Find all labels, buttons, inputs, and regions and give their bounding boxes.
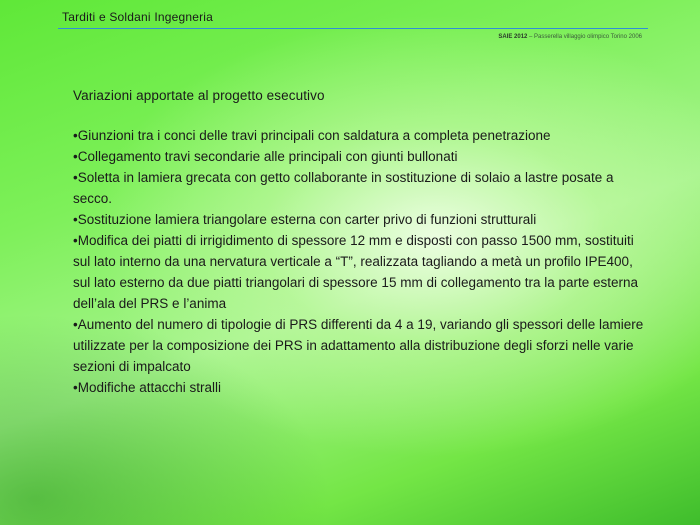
- bullet-item: •Giunzioni tra i conci delle travi principali con saldatura a completa penetrazione: [73, 128, 551, 143]
- bullet-item: •Modifiche attacchi stralli: [73, 380, 222, 395]
- slide-header: [0, 0, 700, 40]
- event-label: SAIE 2012: [498, 34, 528, 40]
- slide-content: [73, 88, 653, 398]
- company-name: Tarditi e Soldani Ingegneria: [62, 10, 214, 24]
- project-label: – Passerella villaggio olimpico Torino 2006: [527, 34, 642, 40]
- bullet-item: •Sostituzione lamiera triangolare esterna con carter privo di funzioni strutturali: [73, 212, 537, 227]
- bullet-item: •Modifica dei piatti di irrigidimento di spessore 12 mm e disposti con passo 1500 mm, sostituiti sul lato interno da una nervatura verticale a “T”, realizzata tagliando a metà un profilo IPE400, sul lato esterno da due piatti triangolari di spessore 15 mm di collegamento tra la parte esterna dell’ala del PRS e l’anima: [73, 233, 639, 311]
- bullet-item: •Collegamento travi secondarie alle principali con giunti bullonati: [73, 149, 458, 164]
- slide-subtitle: [498, 34, 642, 40]
- bullet-item: •Soletta in lamiera grecata con getto collaborante in sostituzione di solaio a lastre posate a secco.: [73, 170, 614, 206]
- header-divider: [58, 28, 648, 29]
- slide-heading: Variazioni apportate al progetto esecutivo: [73, 88, 325, 103]
- bullet-item: •Aumento del numero di tipologie di PRS differenti da 4 a 19, variando gli spessori delle lamiere utilizzate per la composizione dei PRS in adattamento alla distribuzione degli sforzi nelle varie sezioni di impalcato: [73, 317, 644, 374]
